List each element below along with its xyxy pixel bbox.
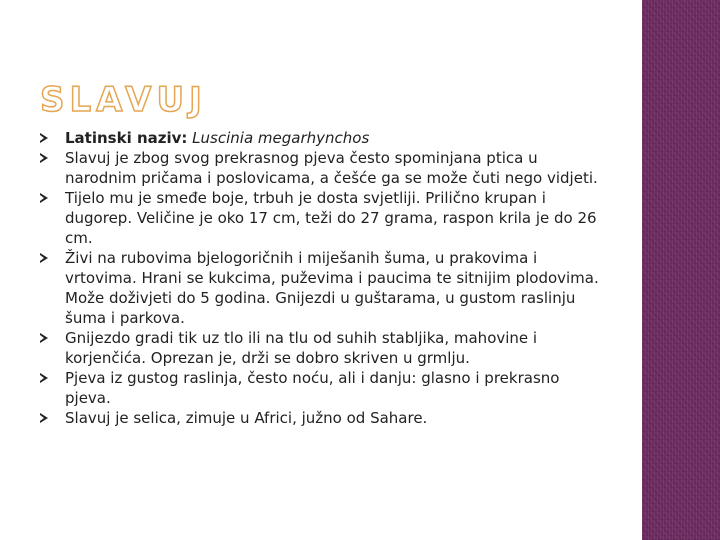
bullet-item-latin-name	[40, 128, 600, 148]
bullet-text: Živi na rubovima bjelogoričnih i miješanih šuma, u prakovima i vrtovima. Hrani se kukcima, puževima i paucima te sitnijim plodovima. Može doživjeti do 5 godina. Gnijezdi u guštarama, u gustom raslinju šuma i parkova.	[65, 249, 599, 327]
bullet-item-5	[40, 368, 600, 408]
arrow-bullet-icon	[40, 413, 48, 423]
latin-name-label: Latinski naziv:	[65, 129, 188, 147]
arrow-bullet-icon	[40, 133, 48, 143]
latin-name-value: Luscinia megarhynchos	[192, 129, 370, 147]
bullet-text: Slavuj je selica, zimuje u Africi, južno od Sahare.	[65, 409, 428, 427]
bullet-list	[40, 128, 600, 428]
bullet-item-2	[40, 188, 600, 248]
bullet-item-3	[40, 248, 600, 328]
bullet-text: Tijelo mu je smeđe boje, trbuh je dosta svjetliji. Prilično krupan i dugorep. Veličine je oko 17 cm, teži do 27 grama, raspon krila je do 26 cm.	[65, 189, 597, 247]
arrow-bullet-icon	[40, 193, 48, 203]
bullet-text: Pjeva iz gustog raslinja, često noću, ali i danju: glasno i prekrasno pjeva.	[65, 369, 560, 407]
bullet-item-6	[40, 408, 600, 428]
arrow-bullet-icon	[40, 373, 48, 383]
bullet-item-1	[40, 148, 600, 188]
arrow-bullet-icon	[40, 253, 48, 263]
bullet-text: Gnijezdo gradi tik uz tlo ili na tlu od suhih stabljika, mahovine i korjenčića. Oprezan je, drži se dobro skriven u grmlju.	[65, 329, 538, 367]
bullet-item-4	[40, 328, 600, 368]
decorative-side-panel	[642, 0, 720, 540]
arrow-bullet-icon	[40, 153, 48, 163]
bullet-text: Slavuj je zbog svog prekrasnog pjeva često spominjana ptica u narodnim pričama i poslovicama, a češće ga se može čuti nego vidjeti.	[65, 149, 598, 187]
arrow-bullet-icon	[40, 333, 48, 343]
slide-title: SLAVUJ	[40, 80, 207, 120]
